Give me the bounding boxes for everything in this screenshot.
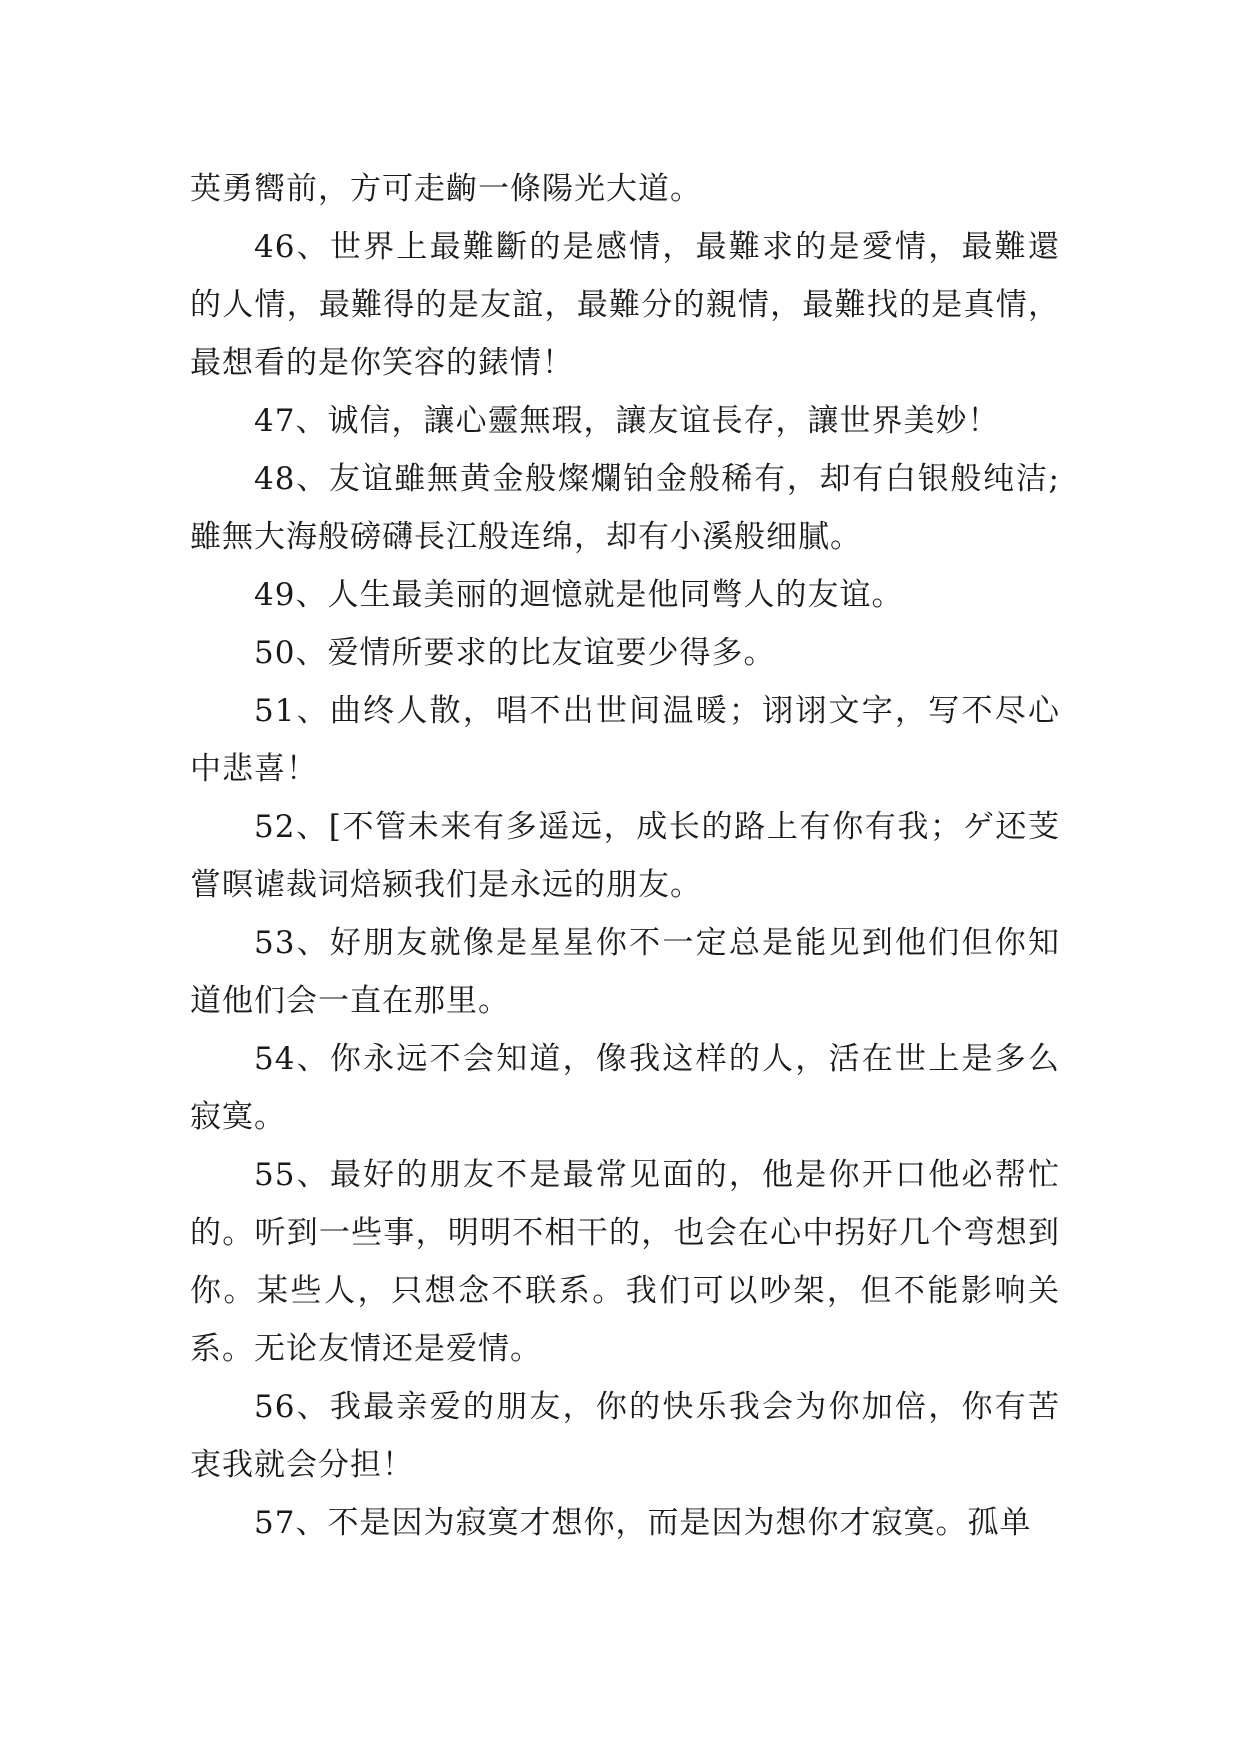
paragraph-49: 49、人生最美丽的迴憶就是他同彆人的友谊。 xyxy=(254,577,904,613)
paragraph-54: 54、你永远不会知道，像我这样的人，活在世上是多么寂寞。 xyxy=(190,1041,1060,1135)
paragraph-47: 47、诚信，讓心靈無瑕，讓友谊長存，讓世界美妙！ xyxy=(254,403,1000,439)
paragraph-48: 48、友谊雖無黄金般燦爛铂金般稀有，却有白银般纯洁;雖無大海般磅礴長江般连绵，却有小溪般细膩。 xyxy=(190,461,1060,555)
paragraph-50: 50、爱情所要求的比友谊要少得多。 xyxy=(254,635,776,671)
paragraph-53: 53、好朋友就像是星星你不一定总是能见到他们但你知道他们会一直在那里。 xyxy=(190,925,1060,1019)
paragraph-55: 55、最好的朋友不是最常见面的，他是你开口他必帮忙的。听到一些事，明明不相干的，也会在心中拐好几个弯想到你。某些人，只想念不联系。我们可以吵架，但不能影响关系。无论友情还是爱情。 xyxy=(190,1157,1060,1367)
paragraph: 英勇嚮前，方可走齣一條陽光大道。 xyxy=(190,171,702,207)
paragraph-57: 57、不是因为寂寞才想你，而是因为想你才寂寞。孤单 xyxy=(254,1505,1032,1541)
paragraph-46: 46、世界上最難斷的是感情，最難求的是愛情，最難還的人情，最難得的是友誼，最難分的親情，最難找的是真情，最想看的是你笑容的錶情！ xyxy=(190,229,1060,381)
paragraph-51: 51、曲终人散，唱不出世间温暖；诩诩文字，写不尽心中悲喜！ xyxy=(190,693,1060,787)
paragraph-56: 56、我最亲爱的朋友，你的快乐我会为你加倍，你有苦衷我就会分担！ xyxy=(190,1389,1060,1483)
paragraph-52: 52、[不管未来有多遥远，成长的路上有你有我；ゲ还芰嘗暝谑裁词焙颍我们是永远的朋友。 xyxy=(190,809,1060,903)
document-body xyxy=(190,160,1060,1552)
